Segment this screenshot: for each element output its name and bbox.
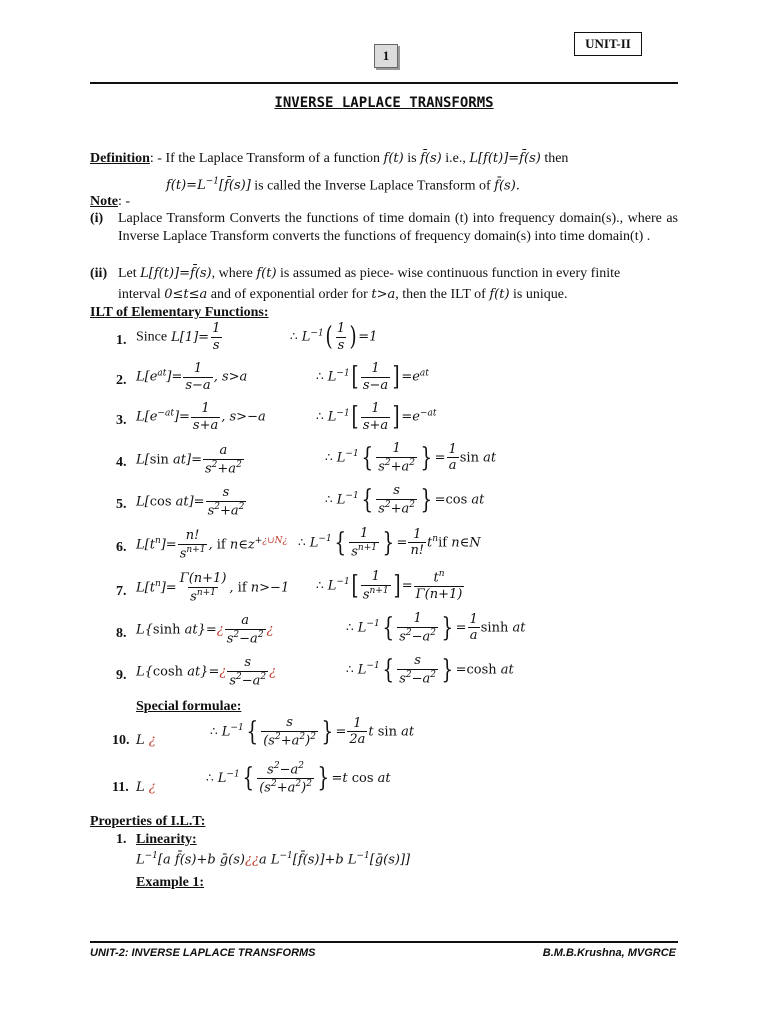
formula-1-right: ∴ $L^{-1}$( $\frac{1}{s}$ ) =1: [290, 321, 378, 353]
formula-10-right: ∴ $L^{-1}${ $\frac{s}{(s^2+a^2)^2}$ } = $\frac{1}{2a}$ t sin at: [210, 715, 415, 748]
ilt-heading: ILT of Elementary Functions:: [90, 305, 269, 320]
formula-2-right: ∴ $L^{-1}$[ $\frac{1}{s-a}$ ] $=e^{at}$: [316, 361, 429, 393]
special-heading: Special formulae:: [136, 699, 242, 714]
note-heading: Note: -: [90, 194, 131, 209]
item-number: 5.: [116, 497, 127, 512]
formula-5-right: ∴ $L^{-1}${ $\frac{s}{s^2+a^2}$ } =cos at: [325, 483, 485, 516]
formula-7-left: $L[t^n]=$ $\frac{\Gamma(n+1)}{s^{n+1}}$ , if n>−1: [136, 571, 290, 604]
linearity-formula: $L^{-1}[a$ f̄(s)+b ḡ(s)¿¿a $L^{-1}[f̄(s)]+b$ $L^{-1}[ḡ(s)]$]: [136, 851, 411, 868]
formula-6-right: ∴ $L^{-1}${ $\frac{1}{s^{n+1}}$ } = $\frac{1}{n!}$ $t^nif$ n∈N: [298, 526, 481, 559]
note-ii-line-1: Let L[f(t)]=f̄(s), where f(t) is assumed as piece- wise continuous function in every finite: [118, 266, 621, 281]
definition-label: Definition: [90, 151, 150, 166]
formula-4-left: L[sin at]= $\frac{a}{s^2+a^2}$: [136, 443, 242, 476]
formula-3-left: $L[e^{-at}]=$ $\frac{1}{s+a}$ , s>−a: [136, 401, 266, 433]
note-i-text: Laplace Transform Converts the functions of time domain (t) into frequency domain(s)., where as Inverse Laplace Transform converts the functions of frequency domain(s) into time domain(t) .: [118, 211, 678, 244]
definition-line-2: $f(t)=L^{-1}[f̄(s)]$ is called the Inverse Laplace Transform of f̄(s).: [166, 177, 520, 194]
definition-line-1: Definition: - If the Laplace Transform of a function f(t) is f̄(s) i.e., L[f(t)]=f̄(s) then: [90, 151, 569, 166]
formula-9-right: ∴ $L^{-1}${ $\frac{s}{s^2-a^2}$ } =cosh at: [346, 653, 514, 686]
formula-11-right: ∴ $L^{-1}${ $\frac{s^2-a^2}{(s^2+a^2)^2}$ } =t cos at: [206, 761, 391, 796]
formula-9-left: L{cosh at}=¿ $\frac{s}{s^2-a^2}$ ¿: [136, 655, 277, 688]
item-number: 7.: [116, 584, 127, 599]
formula-7-right: ∴ $L^{-1}$[ $\frac{1}{s^{n+1}}$ ] = $\frac{t^n}{\Gamma(n+1)}$: [316, 569, 463, 602]
linearity-label: Linearity:: [136, 832, 197, 847]
note-ii-line-2: interval 0≤t≤a and of exponential order for t>a, then the ILT of f(t) is unique.: [118, 287, 568, 302]
formula-8-left: L{sinh at}=¿ $\frac{a}{s^2-a^2}$ ¿: [136, 613, 274, 646]
footer-right: B.M.B.Krushna, MVGRCE: [542, 947, 676, 959]
linearity-number: 1.: [116, 832, 127, 847]
item-number: 3.: [116, 413, 127, 428]
item-number: 8.: [116, 626, 127, 641]
footer-left: UNIT-2: INVERSE LAPLACE TRANSFORMS: [90, 947, 316, 959]
formula-2-left: $L[e^{at}]=$ $\frac{1}{s-a}$ , s>a: [136, 361, 248, 393]
note-i-label: (i): [90, 211, 104, 226]
item-number: 2.: [116, 373, 127, 388]
item-number: 11.: [112, 780, 129, 795]
page-number: 1: [374, 44, 398, 68]
formula-1-left: Since L[1]= $\frac{1}{s}$: [136, 321, 221, 353]
formula-5-left: L[cos at]= $\frac{s}{s^2+a^2}$: [136, 485, 245, 518]
header-rule: [90, 82, 678, 84]
formula-6-left: $L[t^n]=$ $\frac{n!}{s^{n+1}}$ , if $n\in z^{+¿\cup N¿}$: [136, 528, 288, 561]
item-number: 9.: [116, 668, 127, 683]
properties-heading: Properties of I.L.T:: [90, 814, 206, 829]
item-number: 4.: [116, 455, 127, 470]
item-number: 10.: [112, 733, 130, 748]
note-ii-label: (ii): [90, 266, 108, 281]
page-title: INVERSE LAPLACE TRANSFORMS: [274, 95, 494, 111]
item-number: 6.: [116, 540, 127, 555]
item-number: 1.: [116, 333, 127, 348]
formula-4-right: ∴ $L^{-1}${ $\frac{1}{s^2+a^2}$ } = $\frac{1}{a}$ sin at: [325, 441, 497, 474]
example-label: Example 1:: [136, 875, 205, 890]
formula-8-right: ∴ $L^{-1}${ $\frac{1}{s^2-a^2}$ } = $\frac{1}{a}$ sinh at: [346, 611, 526, 644]
footer-rule: [90, 941, 678, 943]
formula-3-right: ∴ $L^{-1}$[ $\frac{1}{s+a}$ ] $=e^{-at}$: [316, 401, 437, 433]
unit-label: UNIT-II: [574, 32, 642, 56]
formula-11-left: L ¿: [136, 780, 156, 795]
formula-10-left: L ¿: [136, 733, 156, 748]
